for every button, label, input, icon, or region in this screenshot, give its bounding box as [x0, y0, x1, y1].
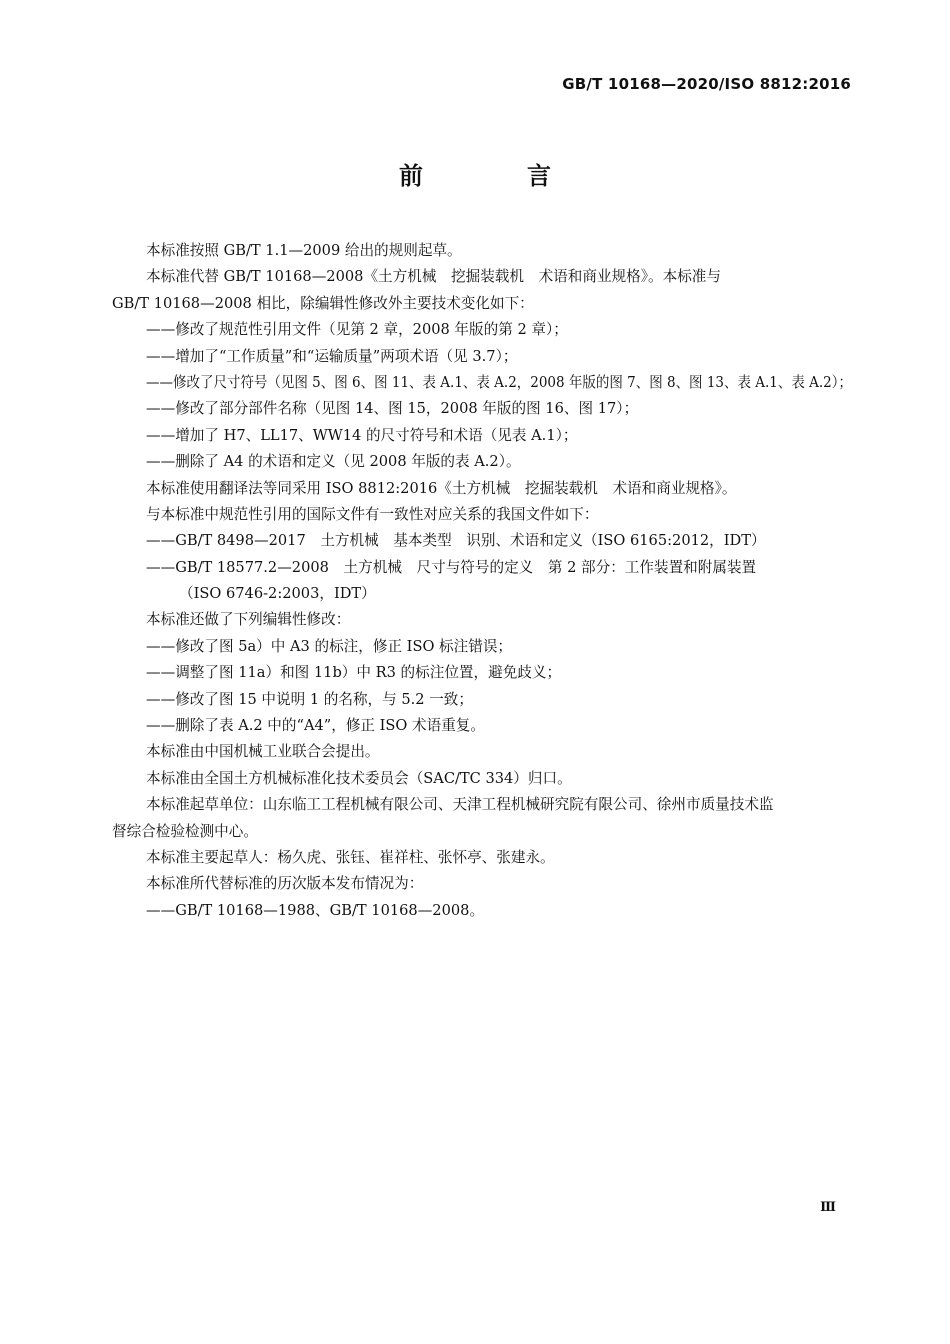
paragraph-line: 本标准主要起草人：杨久虎、张钰、崔祥柱、张怀亭、张建永。 — [146, 848, 555, 866]
paragraph-line: 本标准由中国机械工业联合会提出。 — [146, 743, 380, 761]
list-item: ——修改了图 15 中说明 1 的名称，与 5.2 一致； — [146, 690, 473, 708]
foreword-body — [112, 238, 852, 924]
page-title: 前 言 — [399, 162, 591, 190]
paragraph-line: 本标准按照 GB/T 1.1—2009 给出的规则起草。 — [146, 242, 462, 259]
list-item: （ISO 6746-2:2003，IDT） — [179, 585, 376, 603]
list-item: ——GB/T 10168—1988、GB/T 10168—2008。 — [146, 901, 485, 919]
list-item: ——GB/T 8498—2017 土方机械 基本类型 识别、术语和定义（ISO 6165:2012，IDT） — [146, 532, 766, 550]
page-number: Ⅲ — [820, 1200, 836, 1215]
list-item: ——删除了 A4 的术语和定义（见 2008 年版的表 A.2）。 — [146, 453, 521, 471]
list-item: ——修改了规范性引用文件（见第 2 章，2008 年版的第 2 章）； — [146, 321, 568, 339]
list-item: ——修改了部分部件名称（见图 14、图 15，2008 年版的图 16、图 17）； — [146, 400, 639, 418]
paragraph-line: 与本标准中规范性引用的国际文件有一致性对应关系的我国文件如下： — [146, 505, 599, 523]
paragraph-line: 本标准代替 GB/T 10168—2008《土方机械 挖掘装载机 术语和商业规格》。本标准与 — [146, 268, 721, 286]
standard-code-header: GB/T 10168—2020/ISO 8812:2016 — [562, 75, 851, 93]
paragraph-line: 本标准还做了下列编辑性修改： — [146, 611, 351, 629]
list-item: ——修改了尺寸符号（见图 5、图 6、图 11、表 A.1、表 A.2，2008 年版的图 7、图 8、图 13、表 A.1、表 A.2）； — [146, 373, 852, 391]
list-item: ——增加了“工作质量”和“运输质量”两项术语（见 3.7）； — [146, 347, 518, 365]
paragraph-line: 本标准所代替标准的历次版本发布情况为： — [146, 875, 424, 893]
list-item: ——GB/T 18577.2—2008 土方机械 尺寸与符号的定义 第 2 部分：工作装置和附属装置 — [146, 558, 757, 576]
paragraph-line: 督综合检验检测中心。 — [112, 822, 258, 840]
list-item: ——删除了表 A.2 中的“A4”，修正 ISO 术语重复。 — [146, 717, 485, 735]
list-item: ——修改了图 5a）中 A3 的标注，修正 ISO 标注错误； — [146, 637, 513, 655]
paragraph-line: GB/T 10168—2008 相比，除编辑性修改外主要技术变化如下： — [112, 294, 534, 312]
paragraph-line: 本标准由全国土方机械标准化技术委员会（SAC/TC 334）归口。 — [146, 769, 572, 787]
list-item: ——调整了图 11a）和图 11b）中 R3 的标注位置，避免歧义； — [146, 664, 562, 682]
list-item: ——增加了 H7、LL17、WW14 的尺寸符号和术语（见表 A.1）； — [146, 426, 578, 444]
paragraph-line: 本标准使用翻译法等同采用 ISO 8812:2016《土方机械 挖掘装载机 术语和商业规格》。 — [146, 479, 737, 497]
paragraph-line: 本标准起草单位：山东临工工程机械有限公司、天津工程机械研究院有限公司、徐州市质量技术监 — [146, 796, 774, 814]
